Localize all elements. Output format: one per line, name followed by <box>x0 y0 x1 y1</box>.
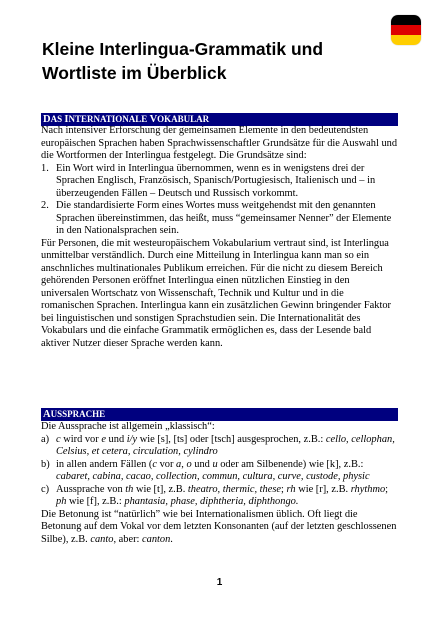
section-heading-aussprache <box>41 408 398 421</box>
letter-example: u <box>212 458 218 470</box>
letter-example: ph <box>56 496 67 507</box>
paragraph-text: , aber: <box>113 533 143 545</box>
list-item-text: wie [f], z.B.: <box>66 496 125 507</box>
letter-example: c <box>152 458 157 470</box>
heading-letter: A <box>43 409 51 420</box>
heading-text: AS <box>50 114 65 124</box>
word-examples: phantasia, phase, diphtheria, diphthongo. <box>124 496 299 507</box>
word-examples: theatro, thermic, these <box>187 483 282 495</box>
list-item-text: wie [r], z.B. <box>295 483 351 495</box>
list-number: 1. <box>41 162 49 174</box>
title-line-1: Kleine Interlingua-Grammatik und <box>42 39 324 59</box>
flag-stripe-gold <box>391 35 421 45</box>
letter-example: c <box>56 433 61 445</box>
list-item-text: und <box>105 433 127 445</box>
list-item <box>41 434 398 459</box>
intro-paragraph: Die Aussprache ist allgemein „klassisch“: <box>41 421 215 432</box>
heading-letter: V <box>149 114 158 125</box>
word-examples: cello, cellophan, Celsius, et cetera, circulation, cylindro <box>56 433 395 457</box>
letter-example: a <box>176 458 182 470</box>
heading-text: USSPRACHE <box>50 409 106 419</box>
list-letter: c) <box>41 483 50 495</box>
list-item-text: wie [s], [ts] oder [tsch] ausgesprochen, z.B.: <box>137 433 326 445</box>
heading-text: OKABULAR <box>157 114 210 124</box>
body-paragraph: Für Personen, die mit westeuropäischem Vokabularium vertraut sind, ist Interlingua unmittelbar verständlich. Durch eine Mitteilung in Interlingua kann man so ein anschnliches multinationales Publikum erreichen. Für die nicht zu diesem Bereich gehörenden Personen eröffnet Interlingua einen nützlichen Einstieg in den universalen Wortschatz von Wissenschaft, Technik und Kultur und in die romanischen Sprachen. Interlingua kann ein zusätzlichen Gewinn bringender Faktor bei linguistischen und sonstigen Sprachstudien sein. Die Internationalität des Vokabulars und die einfache Grammatik ermöglichen es, dass der Lesende bald aktiver Nutzer dieser Sprache werden kann. <box>41 237 391 349</box>
heading-letter: I <box>64 114 69 125</box>
list-letter: a) <box>41 433 50 445</box>
pronunciation-list <box>41 434 398 509</box>
paragraph-text: . <box>170 533 173 545</box>
list-number: 2. <box>41 200 49 211</box>
list-item-text: Die standardisierte Form eines Wortes muss weitgehendst mit den genannten Sprachen übereinstimmen, das heißt, muss “gemeinsamer Nenner” der Elemente in den Nationalsprachen sein. <box>56 200 392 236</box>
title-line-2: Wortliste im Überblick <box>42 63 227 83</box>
list-item-text: und <box>191 458 213 470</box>
word-example: canto <box>90 533 114 545</box>
list-item-text: wird vor <box>60 433 102 445</box>
list-item-text: vor <box>157 458 177 470</box>
list-item <box>41 459 398 484</box>
german-flag-icon <box>391 15 421 45</box>
list-item-text: wie [t], z.B. <box>133 483 188 495</box>
list-item-text: Ein Wort wird in Interlingua übernommen, wenn es in wenigstens drei der Sprachen Englisch, Französisch, Spanisch/Portugiesisch, Italienisch und – in überzeugenden Fällen – Deutsch und Russisch vorkommt. <box>56 162 376 199</box>
letter-example: i/y <box>126 433 138 445</box>
list-item-text: oder am Silbenende) wie [k], z.B.: <box>217 458 364 470</box>
page-number: 1 <box>216 577 223 588</box>
page-title <box>42 37 382 85</box>
list-item-text: ; <box>385 483 389 495</box>
principles-list <box>41 163 398 238</box>
list-item-text: , <box>181 458 187 470</box>
list-item <box>41 163 398 201</box>
intro-paragraph: Nach intensiver Erforschung der gemeinsamen Elemente in den bedeutendsten europäischen Sprachen haben Sprachwissenschaftler Grundsätze für die Auswahl und die Wortformen der Interlingua festgelegt. Die Grundsätze sind: <box>41 125 398 161</box>
flag-stripe-red <box>391 25 421 35</box>
list-item <box>41 484 398 509</box>
heading-letter: D <box>43 114 51 125</box>
letter-example: e <box>101 433 106 445</box>
letter-example: o <box>186 458 192 470</box>
word-examples: rhythmo <box>350 483 386 495</box>
list-item <box>41 200 398 238</box>
list-letter: b) <box>41 458 50 470</box>
paragraph-text: Die Betonung ist “natürlich” wie bei Internationalismen üblich. Oft liegt die Betonung auf dem Vokal vor dem letzten Konsonanten (auf der letzten geschlossenen Silbe), z.B. <box>41 508 397 545</box>
heading-text: NTERNATIONALE <box>68 114 150 124</box>
word-example: canton <box>142 533 171 545</box>
list-item-text: ; <box>281 483 287 495</box>
letter-example: rh <box>286 483 296 495</box>
section-body-vokabular <box>41 125 398 350</box>
flag-stripe-black <box>391 15 421 25</box>
list-item-text: Aussprache von <box>56 483 126 495</box>
word-examples: cabaret, cabina, cacao, collection, commun, cultura, curve, custode, physic <box>56 471 370 482</box>
list-item-text: in allen andern Fällen ( <box>56 458 153 470</box>
body-paragraph <box>41 509 398 547</box>
section-body-aussprache <box>41 421 398 546</box>
letter-example: th <box>125 483 134 495</box>
